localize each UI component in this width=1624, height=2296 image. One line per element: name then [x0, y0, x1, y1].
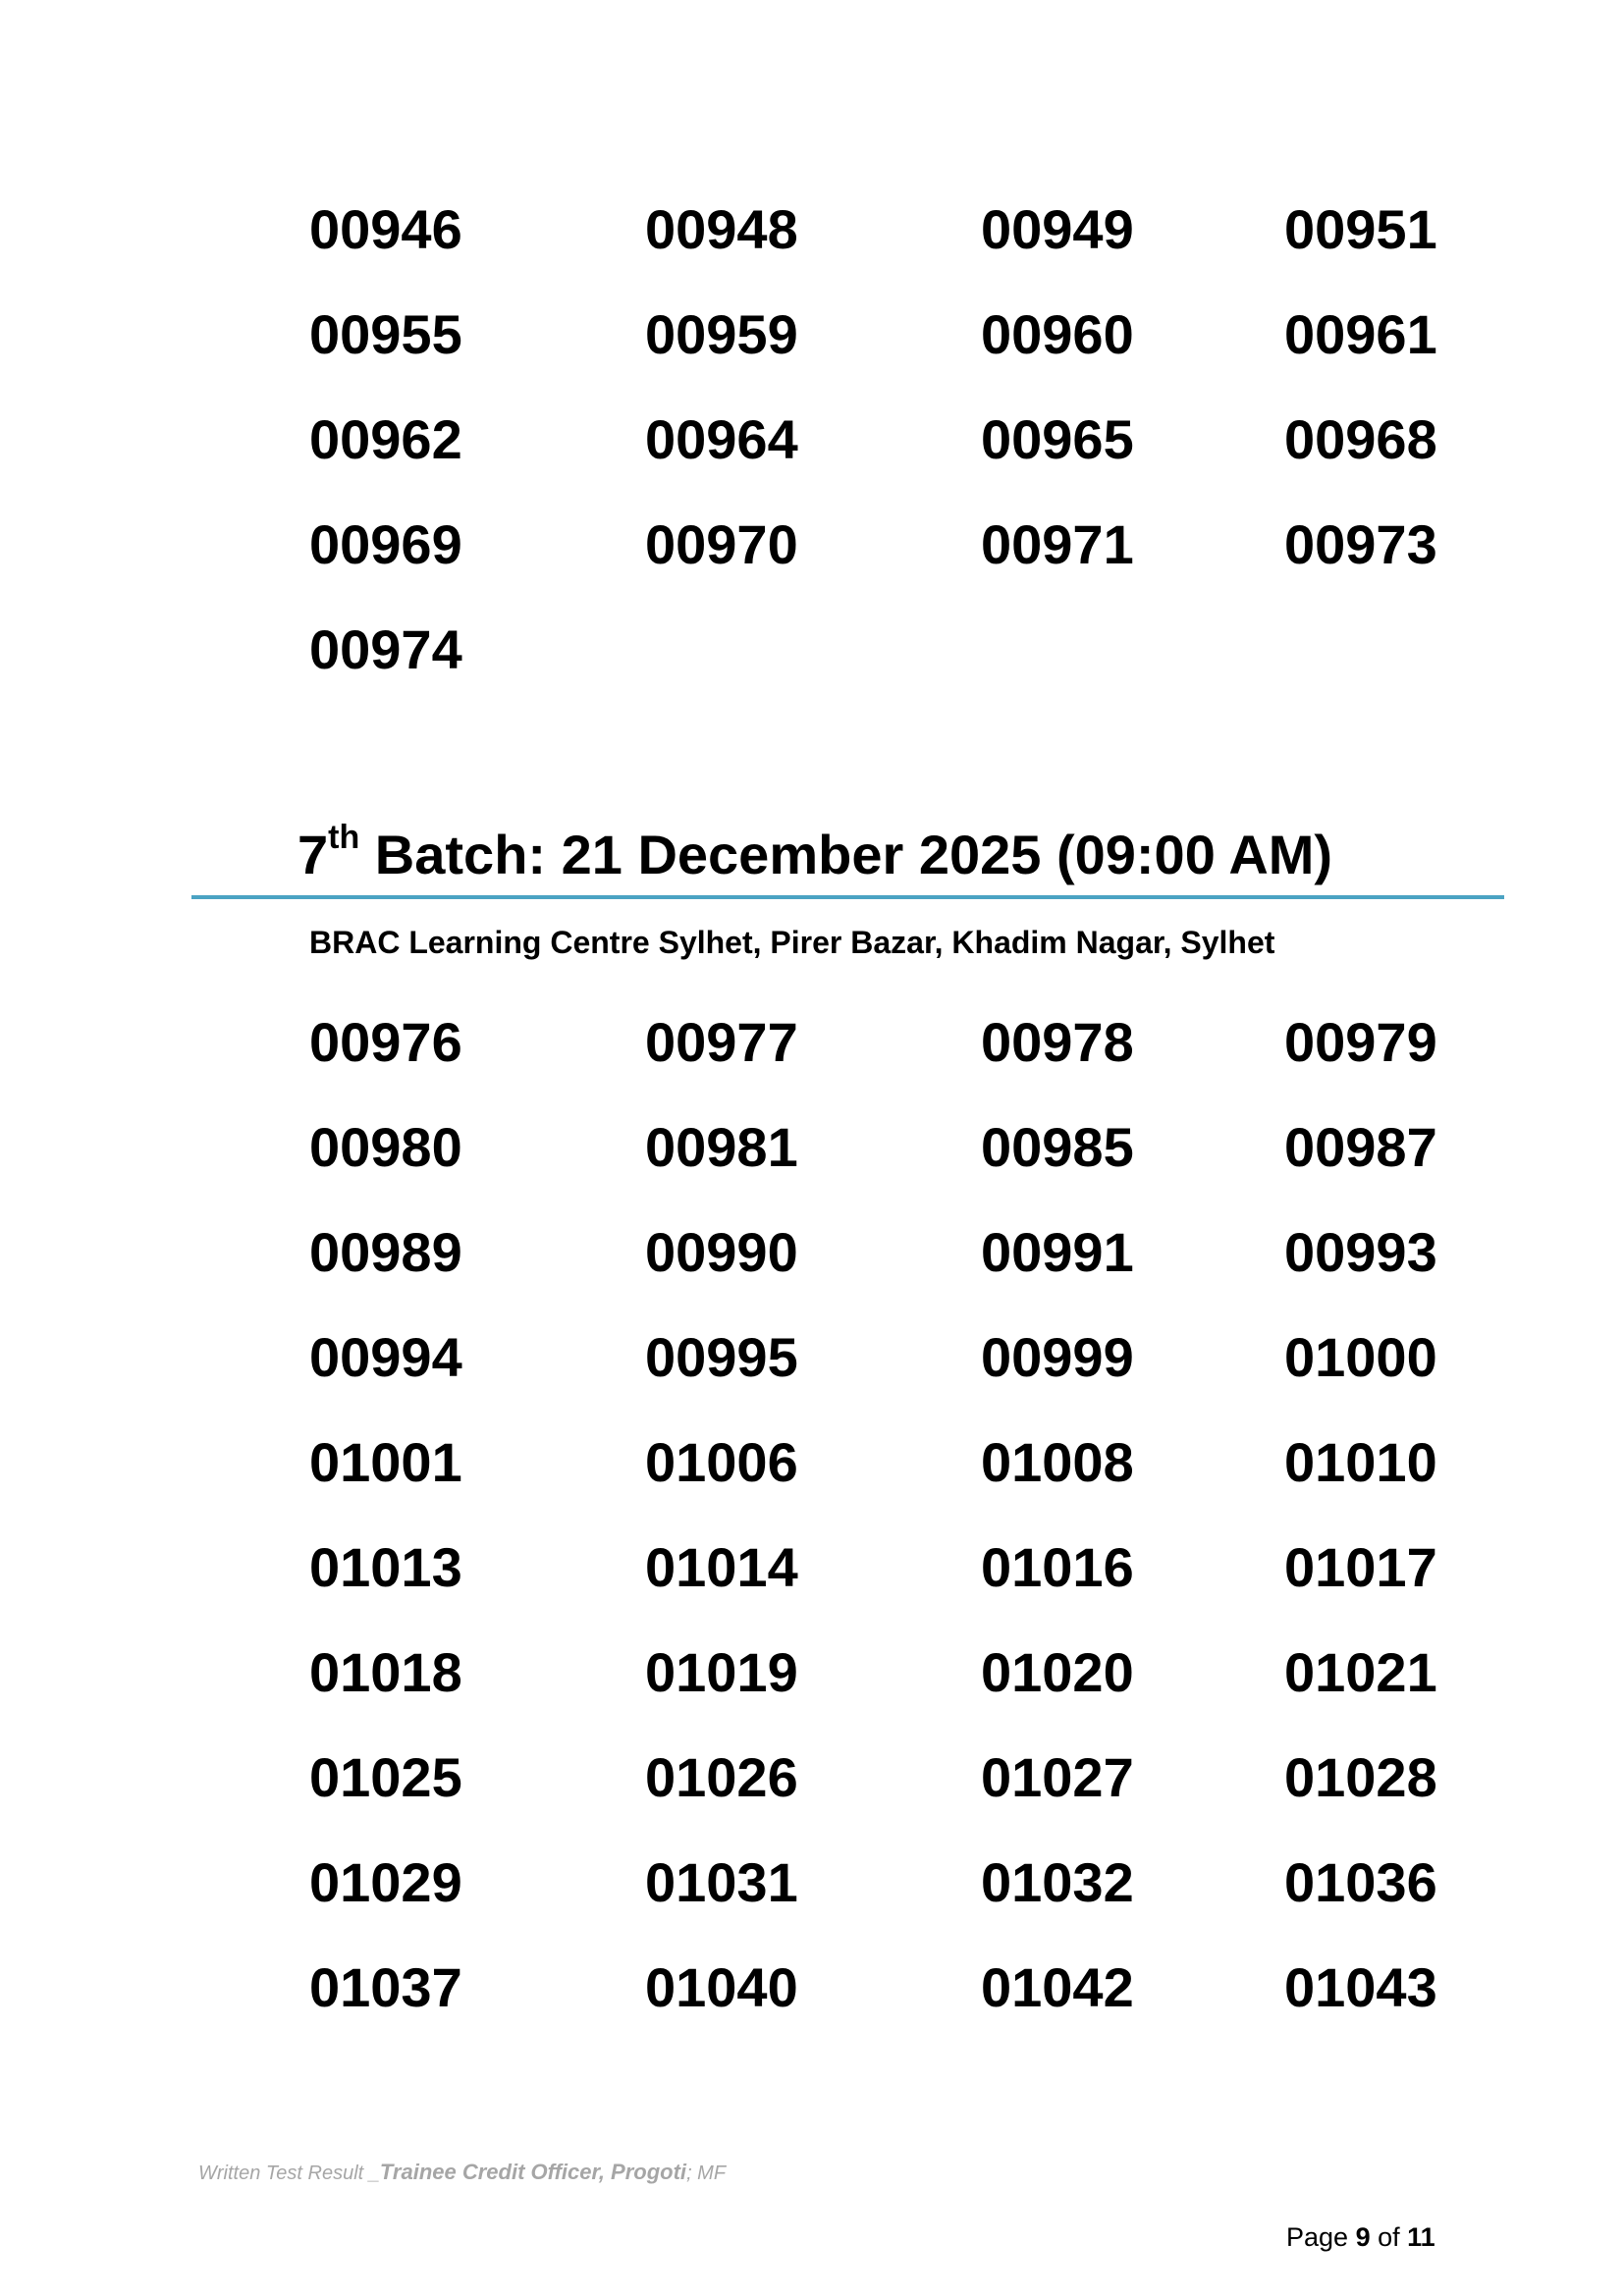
roll-number: 01026	[645, 1746, 798, 1808]
roll-number-grid-previous-batch	[309, 200, 1468, 725]
roll-number: 00971	[981, 513, 1134, 575]
roll-number: 00991	[981, 1221, 1134, 1283]
table-row	[309, 1538, 1468, 1597]
roll-number: 01001	[309, 1431, 462, 1493]
roll-number-grid-batch-7	[309, 1013, 1468, 2063]
roll-number: 00965	[981, 408, 1134, 470]
roll-number: 01032	[981, 1851, 1134, 1913]
roll-number: 00946	[309, 198, 462, 260]
roll-number: 00977	[645, 1011, 798, 1073]
roll-number: 01031	[645, 1851, 798, 1913]
roll-number: 01040	[645, 1956, 798, 2018]
roll-number: 00964	[645, 408, 798, 470]
roll-number: 00970	[645, 513, 798, 575]
roll-number: 00993	[1284, 1221, 1437, 1283]
roll-number: 00959	[645, 303, 798, 365]
table-row	[309, 305, 1468, 364]
roll-number: 00985	[981, 1116, 1134, 1178]
footer-note-title: Trainee Credit Officer, Progoti	[379, 2160, 687, 2184]
footer-note-suffix: ; MF	[686, 2163, 727, 2184]
roll-number: 00980	[309, 1116, 462, 1178]
page-number	[1286, 2220, 1435, 2254]
page-of: of	[1370, 2222, 1408, 2252]
roll-number: 00978	[981, 1011, 1134, 1073]
table-row	[309, 1013, 1468, 1072]
roll-number: 01014	[645, 1536, 798, 1598]
roll-number: 01028	[1284, 1746, 1437, 1808]
roll-number: 00999	[981, 1326, 1134, 1388]
page-total: 11	[1407, 2222, 1435, 2252]
roll-number: 01016	[981, 1536, 1134, 1598]
roll-number: 00948	[645, 198, 798, 260]
table-row	[309, 1328, 1468, 1387]
table-row	[309, 1223, 1468, 1282]
roll-number: 00974	[309, 618, 462, 680]
table-row	[309, 410, 1468, 469]
roll-number: 01017	[1284, 1536, 1437, 1598]
roll-number: 01021	[1284, 1641, 1437, 1703]
roll-number: 01008	[981, 1431, 1134, 1493]
roll-number: 01020	[981, 1641, 1134, 1703]
roll-number: 01029	[309, 1851, 462, 1913]
roll-number: 00949	[981, 198, 1134, 260]
roll-number: 00961	[1284, 303, 1437, 365]
roll-number: 01010	[1284, 1431, 1437, 1493]
roll-number: 01025	[309, 1746, 462, 1808]
table-row	[309, 515, 1468, 574]
roll-number: 00969	[309, 513, 462, 575]
roll-number: 00976	[309, 1011, 462, 1073]
page-current: 9	[1355, 2222, 1371, 2252]
roll-number: 00981	[645, 1116, 798, 1178]
roll-number: 00989	[309, 1221, 462, 1283]
roll-number: 01000	[1284, 1326, 1437, 1388]
roll-number: 01043	[1284, 1956, 1437, 2018]
roll-number: 01018	[309, 1641, 462, 1703]
roll-number: 00987	[1284, 1116, 1437, 1178]
page-label: Page	[1286, 2222, 1356, 2252]
roll-number: 00995	[645, 1326, 798, 1388]
batch-heading-text: Batch: 21 December 2025 (09:00 AM)	[359, 824, 1333, 885]
roll-number: 00951	[1284, 198, 1437, 260]
table-row	[309, 1643, 1468, 1702]
roll-number: 01027	[981, 1746, 1134, 1808]
roll-number: 00968	[1284, 408, 1437, 470]
table-row	[309, 1958, 1468, 2017]
roll-number: 00955	[309, 303, 462, 365]
roll-number: 00960	[981, 303, 1134, 365]
roll-number: 01013	[309, 1536, 462, 1598]
batch-ordinal-suffix: th	[328, 819, 360, 857]
table-row	[309, 1118, 1468, 1177]
footer-note-prefix: Written Test Result _	[198, 2163, 380, 2184]
roll-number: 01042	[981, 1956, 1134, 2018]
roll-number: 01019	[645, 1641, 798, 1703]
table-row	[309, 1853, 1468, 1912]
venue-address: BRAC Learning Centre Sylhet, Pirer Bazar, Khadim Nagar, Sylhet	[309, 925, 1275, 960]
heading-divider	[191, 895, 1504, 899]
roll-number: 00990	[645, 1221, 798, 1283]
roll-number: 00973	[1284, 513, 1437, 575]
roll-number: 01037	[309, 1956, 462, 2018]
roll-number: 01036	[1284, 1851, 1437, 1913]
roll-number: 00962	[309, 408, 462, 470]
table-row	[309, 620, 1468, 679]
table-row	[309, 1748, 1468, 1807]
batch-ordinal-number: 7	[298, 824, 329, 885]
roll-number: 00979	[1284, 1011, 1437, 1073]
roll-number: 00994	[309, 1326, 462, 1388]
table-row	[309, 200, 1468, 259]
table-row	[309, 1433, 1468, 1492]
roll-number: 01006	[645, 1431, 798, 1493]
footer-note	[198, 2160, 726, 2186]
batch-heading	[298, 821, 1332, 889]
